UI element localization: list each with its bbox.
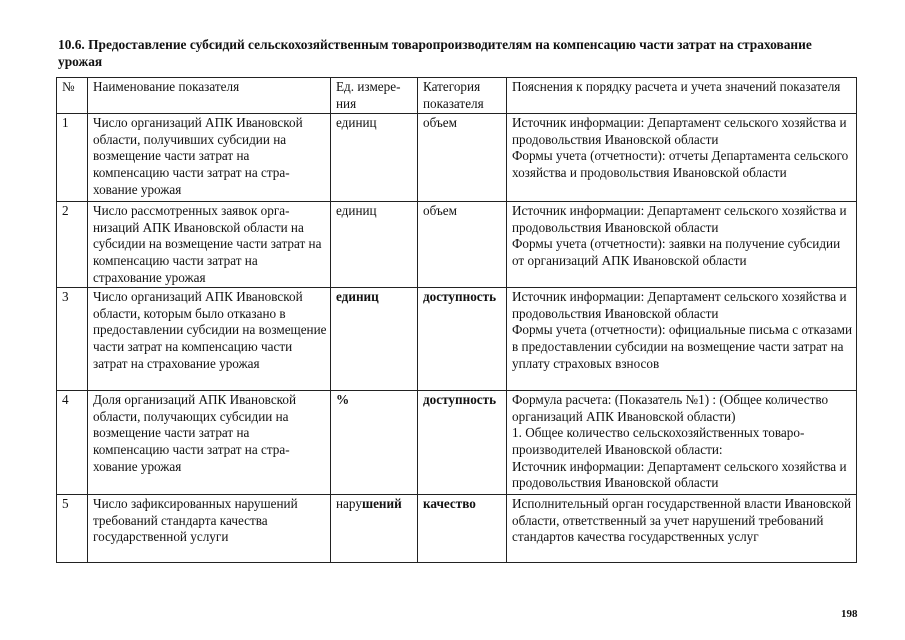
indicator-name: Число зафиксированных нарушений требований стандарта качества государственной услуги: [88, 495, 331, 563]
section-heading: 10.6. Предоставление субсидий сельскохозяйственным товаропроизводителям на компенсацию части затрат на страхование урожая: [58, 37, 812, 69]
header-category: Категория показателя: [418, 78, 507, 114]
header-explanation: Пояснения к порядку расчета и учета значений показателя: [507, 78, 857, 114]
category-cell: качество: [418, 495, 507, 563]
row-num: 4: [57, 391, 88, 495]
header-unit: Ед. измерения: [331, 78, 418, 114]
unit-cell: [331, 495, 418, 563]
indicator-name: Число организаций АПК Ивановской области, получивших субсидии на возмещение части затрат на компенсацию части затрат на страхование урожая: [88, 114, 331, 202]
table-header-row: [57, 78, 857, 114]
row-num: 5: [57, 495, 88, 563]
category-cell: объем: [418, 202, 507, 288]
row-num: 3: [57, 288, 88, 391]
row-num: 2: [57, 202, 88, 288]
indicator-name: Доля организаций АПК Ивановской области, получающих субсидии на возмещение части затрат на компенсацию части затрат на страхование урожая: [88, 391, 331, 495]
page-number: 198: [841, 608, 858, 620]
unit-cell: единиц: [331, 202, 418, 288]
category-cell: доступность: [418, 391, 507, 495]
table-row: [57, 391, 857, 495]
table-row: [57, 288, 857, 391]
explanation-cell: Источник информации: Департамент сельского хозяйства и продовольствия Ивановской области Формы учета (отчетности): заявки на получение субсидии от организаций АПК Ивановской области: [507, 202, 857, 288]
explanation-cell: Исполнительный орган государственной власти Ивановской области, ответственный за учет нарушений требований стандартов качества государственных услуг: [507, 495, 857, 563]
table-row: [57, 114, 857, 202]
table-row: [57, 202, 857, 288]
unit-cell: единиц: [331, 114, 418, 202]
table-row: [57, 495, 857, 563]
unit-text-part1: нару: [336, 496, 362, 512]
indicators-table: [56, 77, 857, 563]
unit-text-part2: шений: [361, 496, 402, 512]
indicator-name: Число рассмотренных заявок организаций АПК Ивановской области на субсидии на возмещение части затрат на компенсацию части затрат на страхование урожая: [88, 202, 331, 288]
header-name: Наименование показателя: [88, 78, 331, 114]
unit-cell: %: [331, 391, 418, 495]
category-cell: объем: [418, 114, 507, 202]
explanation-cell: Источник информации: Департамент сельского хозяйства и продовольствия Ивановской области Формы учета (отчетности): официальные письма с отказами в предоставлении субсидии на возмещение части затрат на уплату страховых взносов: [507, 288, 857, 391]
category-cell: доступность: [418, 288, 507, 391]
unit-cell: единиц: [331, 288, 418, 391]
indicator-name: Число организаций АПК Ивановской области, которым было отказано в предоставлении субсидии на возмещение части затрат на компенсацию части затрат на страхование урожая: [88, 288, 331, 391]
header-num: №: [57, 78, 88, 114]
explanation-cell: Источник информации: Департамент сельского хозяйства и продовольствия Ивановской области Формы учета (отчетности): отчеты Департамента сельского хозяйства и продовольствия Ивановской области: [507, 114, 857, 202]
row-num: 1: [57, 114, 88, 202]
explanation-cell: Формула расчета: (Показатель №1) : (Общее количество организаций АПК Ивановской области) 1. Общее количество сельскохозяйственных товаропроизводителей Ивановской области: Источник информации: Департамент сельского хозяйства и продовольствия Ивановской области: [507, 391, 857, 495]
